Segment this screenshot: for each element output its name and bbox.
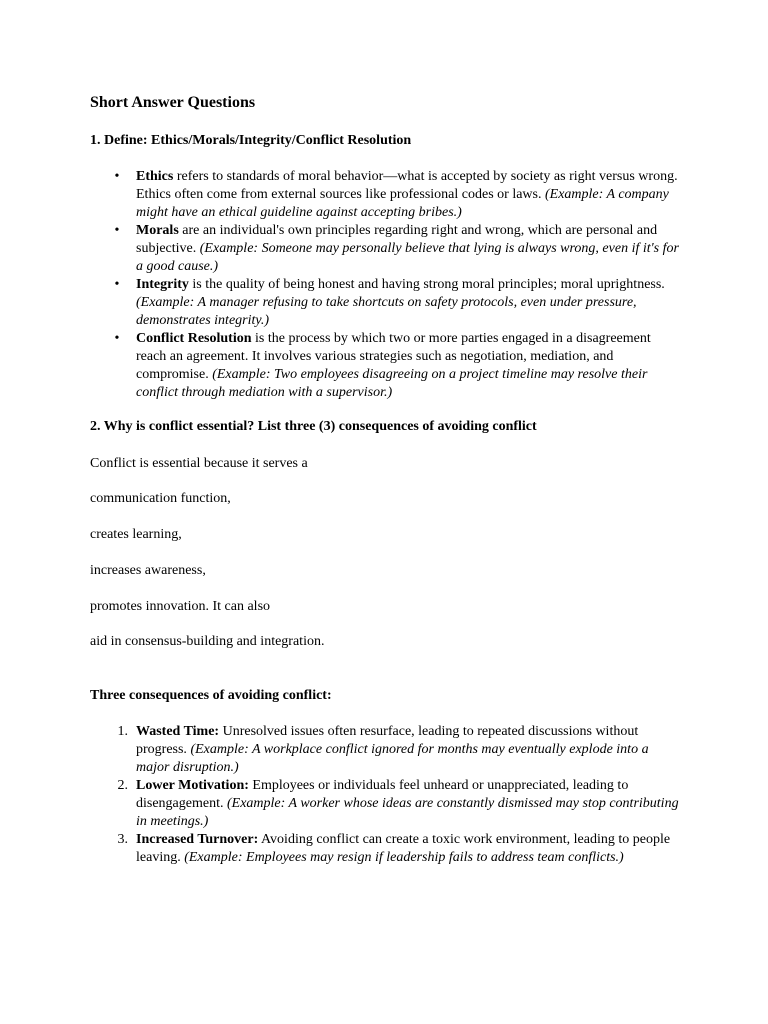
answer-line: communication function, [90,491,231,506]
consequence-text: Avoiding conflict can create a toxic work environment, leading to people leaving. [136,832,671,865]
consequences-list [90,723,680,867]
definition-item-ethics [90,168,680,222]
document-title: Short Answer Questions [90,94,256,111]
consequence-text: Unresolved issues often resurface, leading to repeated discussions without progress. [136,724,639,757]
definitions-list [90,168,680,402]
example-text: (Example: A worker whose ideas are constantly dismissed may stop contributing in meetings.) [136,796,679,829]
answer-line: increases awareness, [90,563,206,578]
example-text: (Example: A workplace conflict ignored for months may eventually explode into a major disruption.) [136,742,649,775]
bullet-icon: • [114,277,120,292]
example-text: (Example: A company might have an ethical guideline against accepting bribes.) [136,187,669,220]
term: Morals [136,223,179,238]
definition-text: is the quality of being honest and having strong moral principles; moral uprightness. [188,277,665,292]
bullet-icon: • [114,331,120,346]
example-text: (Example: Two employees disagreeing on a project timeline may resolve their conflict through mediation with a supervisor.) [136,367,648,400]
answer-line: creates learning, [90,527,182,542]
term: Lower Motivation: [136,778,249,793]
definition-item-integrity [90,276,680,330]
term: Increased Turnover: [136,832,259,847]
definition-text: are an individual's own principles regarding right and wrong, which are personal and subjective. [136,223,658,256]
answer-line: Conflict is essential because it serves a [90,456,308,471]
list-number: 1. [117,724,128,739]
term: Wasted Time: [136,724,220,739]
term: Conflict Resolution [136,331,252,346]
answer-line: promotes innovation. It can also [90,599,271,614]
definition-item-conflict-resolution [90,330,680,402]
list-number: 3. [117,832,128,847]
consequence-item [90,723,680,777]
example-text: (Example: Someone may personally believe that lying is always wrong, even if it's for a good cause.) [136,241,679,274]
example-text: (Example: Employees may resign if leadership fails to address team conflicts.) [184,850,624,865]
consequences-heading: Three consequences of avoiding conflict: [90,688,332,703]
question-1-heading: 1. Define: Ethics/Morals/Integrity/Conflict Resolution [90,133,412,148]
definition-item-morals [90,222,680,276]
consequence-text: Employees or individuals feel unheard or unappreciated, leading to disengagement. [136,778,629,811]
consequence-item [90,831,680,867]
bullet-icon: • [114,169,120,184]
definition-text: refers to standards of moral behavior—what is accepted by society as right versus wrong. Ethics often come from external sources like professional codes or laws. [136,169,678,202]
term: Ethics [136,169,174,184]
list-number: 2. [117,778,128,793]
consequence-item [90,777,680,831]
answer-line: aid in consensus-building and integration. [90,634,325,649]
term: Integrity [136,277,189,292]
example-text: (Example: A manager refusing to take shortcuts on safety protocols, even under pressure, demonstrates integrity.) [136,295,637,328]
question-2-heading: 2. Why is conflict essential? List three (3) consequences of avoiding conflict [90,419,537,434]
bullet-icon: • [114,223,120,238]
definition-text: is the process by which two or more parties engaged in a disagreement reach an agreement. It involves various strategies such as negotiation, mediation, and compromise. [136,331,651,382]
